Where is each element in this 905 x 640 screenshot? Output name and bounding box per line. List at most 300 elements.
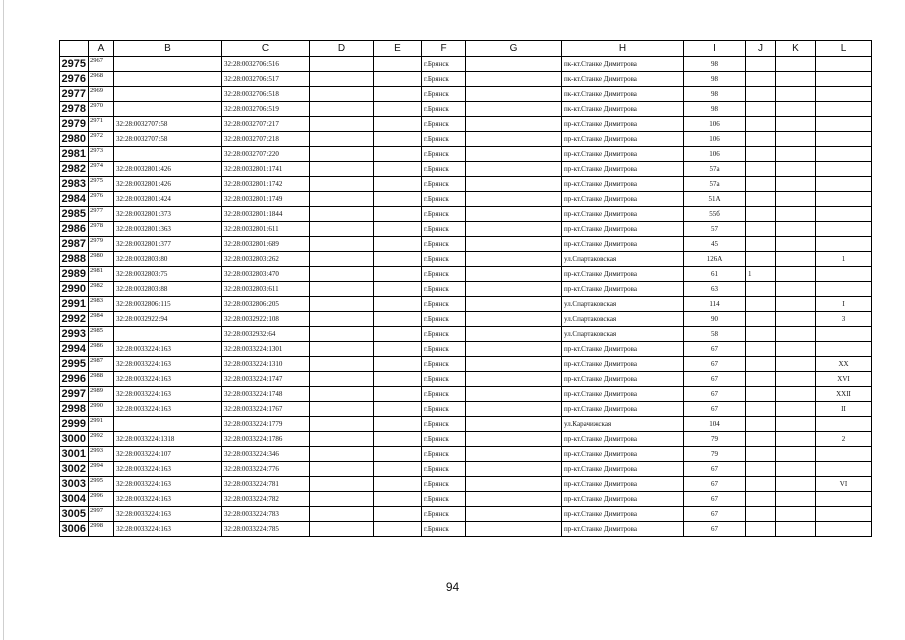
cell-h[interactable]: пр-кт.Станке Димитрова [562, 132, 684, 147]
cell-k[interactable] [776, 252, 816, 267]
cell-i[interactable]: 63 [684, 282, 746, 297]
cell-h[interactable]: пр-кт.Станке Димитрова [562, 222, 684, 237]
cell-e[interactable] [374, 492, 422, 507]
cell-b[interactable]: 32:28:0033224:163 [114, 402, 222, 417]
cell-d[interactable] [310, 267, 374, 282]
cell-c[interactable]: 32:28:0033224:1310 [222, 357, 310, 372]
cell-g[interactable] [466, 252, 562, 267]
cell-k[interactable] [776, 327, 816, 342]
row-number-cell[interactable]: 2997 [60, 387, 89, 402]
cell-c[interactable]: 32:28:0032706:516 [222, 57, 310, 72]
cell-d[interactable] [310, 432, 374, 447]
cell-a[interactable]: 2993 [89, 447, 114, 462]
cell-j[interactable] [746, 192, 776, 207]
cell-k[interactable] [776, 402, 816, 417]
cell-k[interactable] [776, 492, 816, 507]
cell-b[interactable]: 32:28:0033224:1318 [114, 432, 222, 447]
cell-k[interactable] [776, 312, 816, 327]
column-header-h[interactable]: H [562, 41, 684, 57]
row-number-cell[interactable]: 2983 [60, 177, 89, 192]
cell-h[interactable]: пр-кт.Станке Димитрова [562, 342, 684, 357]
cell-c[interactable]: 32:28:0032803:262 [222, 252, 310, 267]
cell-i[interactable]: 61 [684, 267, 746, 282]
cell-j[interactable] [746, 237, 776, 252]
cell-b[interactable]: 32:28:0033224:163 [114, 522, 222, 537]
cell-k[interactable] [776, 222, 816, 237]
cell-l[interactable] [816, 177, 872, 192]
cell-f[interactable]: г.Брянск [422, 162, 466, 177]
cell-i[interactable]: 67 [684, 387, 746, 402]
cell-c[interactable]: 32:28:0032801:611 [222, 222, 310, 237]
cell-h[interactable]: пр-кт.Станке Димитрова [562, 282, 684, 297]
cell-d[interactable] [310, 342, 374, 357]
cell-f[interactable]: г.Брянск [422, 342, 466, 357]
cell-f[interactable]: г.Брянск [422, 237, 466, 252]
cell-f[interactable]: г.Брянск [422, 132, 466, 147]
cell-f[interactable]: г.Брянск [422, 282, 466, 297]
column-header-f[interactable]: F [422, 41, 466, 57]
cell-e[interactable] [374, 402, 422, 417]
cell-i[interactable]: 67 [684, 342, 746, 357]
cell-d[interactable] [310, 522, 374, 537]
cell-g[interactable] [466, 507, 562, 522]
cell-j[interactable] [746, 162, 776, 177]
cell-d[interactable] [310, 477, 374, 492]
cell-g[interactable] [466, 102, 562, 117]
cell-b[interactable] [114, 57, 222, 72]
row-number-cell[interactable]: 2977 [60, 87, 89, 102]
cell-l[interactable] [816, 162, 872, 177]
cell-c[interactable]: 32:28:0032801:1749 [222, 192, 310, 207]
cell-l[interactable] [816, 117, 872, 132]
cell-b[interactable] [114, 72, 222, 87]
cell-a[interactable]: 2973 [89, 147, 114, 162]
cell-k[interactable] [776, 282, 816, 297]
cell-c[interactable]: 32:28:0032707:217 [222, 117, 310, 132]
cell-i[interactable]: 67 [684, 357, 746, 372]
cell-h[interactable]: пр-кт.Станке Димитрова [562, 477, 684, 492]
cell-k[interactable] [776, 387, 816, 402]
cell-c[interactable]: 32:28:0032801:1742 [222, 177, 310, 192]
row-number-cell[interactable]: 2979 [60, 117, 89, 132]
column-header-d[interactable]: D [310, 41, 374, 57]
cell-l[interactable] [816, 147, 872, 162]
cell-j[interactable] [746, 327, 776, 342]
cell-b[interactable]: 32:28:0032801:377 [114, 237, 222, 252]
cell-l[interactable]: 1 [816, 252, 872, 267]
cell-e[interactable] [374, 357, 422, 372]
cell-e[interactable] [374, 267, 422, 282]
cell-b[interactable]: 32:28:0032801:373 [114, 207, 222, 222]
cell-j[interactable] [746, 387, 776, 402]
cell-c[interactable]: 32:28:0033224:1779 [222, 417, 310, 432]
cell-a[interactable]: 2998 [89, 522, 114, 537]
cell-c[interactable]: 32:28:0033224:785 [222, 522, 310, 537]
cell-l[interactable] [816, 57, 872, 72]
cell-e[interactable] [374, 132, 422, 147]
cell-d[interactable] [310, 117, 374, 132]
cell-j[interactable] [746, 492, 776, 507]
cell-g[interactable] [466, 522, 562, 537]
cell-j[interactable] [746, 252, 776, 267]
cell-c[interactable]: 32:28:0033224:1748 [222, 387, 310, 402]
cell-e[interactable] [374, 507, 422, 522]
cell-i[interactable]: 106 [684, 132, 746, 147]
row-number-cell[interactable]: 2999 [60, 417, 89, 432]
cell-i[interactable]: 55б [684, 207, 746, 222]
cell-j[interactable] [746, 432, 776, 447]
cell-d[interactable] [310, 297, 374, 312]
cell-a[interactable]: 2980 [89, 252, 114, 267]
cell-a[interactable]: 2969 [89, 87, 114, 102]
cell-c[interactable]: 32:28:0032803:611 [222, 282, 310, 297]
cell-e[interactable] [374, 177, 422, 192]
cell-i[interactable]: 57а [684, 177, 746, 192]
cell-d[interactable] [310, 177, 374, 192]
cell-e[interactable] [374, 477, 422, 492]
cell-a[interactable]: 2976 [89, 192, 114, 207]
cell-h[interactable]: пр-кт.Станке Димитрова [562, 177, 684, 192]
row-number-cell[interactable]: 3001 [60, 447, 89, 462]
cell-b[interactable]: 32:28:0032707:58 [114, 132, 222, 147]
cell-k[interactable] [776, 102, 816, 117]
cell-j[interactable] [746, 147, 776, 162]
cell-g[interactable] [466, 417, 562, 432]
cell-a[interactable]: 2984 [89, 312, 114, 327]
column-header-b[interactable]: B [114, 41, 222, 57]
cell-k[interactable] [776, 297, 816, 312]
cell-d[interactable] [310, 492, 374, 507]
cell-i[interactable]: 98 [684, 57, 746, 72]
cell-j[interactable] [746, 357, 776, 372]
cell-e[interactable] [374, 312, 422, 327]
cell-k[interactable] [776, 432, 816, 447]
row-number-cell[interactable]: 3003 [60, 477, 89, 492]
row-number-cell[interactable]: 2995 [60, 357, 89, 372]
column-header-k[interactable]: K [776, 41, 816, 57]
cell-f[interactable]: г.Брянск [422, 252, 466, 267]
cell-j[interactable] [746, 87, 776, 102]
cell-e[interactable] [374, 207, 422, 222]
cell-i[interactable]: 98 [684, 72, 746, 87]
cell-c[interactable]: 32:28:0032706:518 [222, 87, 310, 102]
cell-a[interactable]: 2970 [89, 102, 114, 117]
cell-a[interactable]: 2986 [89, 342, 114, 357]
cell-e[interactable] [374, 432, 422, 447]
row-number-cell[interactable]: 2981 [60, 147, 89, 162]
cell-c[interactable]: 32:28:0033224:776 [222, 462, 310, 477]
cell-b[interactable]: 32:28:0032803:88 [114, 282, 222, 297]
row-number-cell[interactable]: 2987 [60, 237, 89, 252]
cell-g[interactable] [466, 342, 562, 357]
cell-k[interactable] [776, 477, 816, 492]
cell-h[interactable]: ул.Спартаковская [562, 252, 684, 267]
cell-j[interactable] [746, 282, 776, 297]
cell-g[interactable] [466, 117, 562, 132]
cell-j[interactable] [746, 372, 776, 387]
cell-l[interactable]: XXII [816, 387, 872, 402]
cell-h[interactable]: пр-кт.Станке Димитрова [562, 492, 684, 507]
cell-l[interactable] [816, 192, 872, 207]
cell-i[interactable]: 126А [684, 252, 746, 267]
cell-d[interactable] [310, 402, 374, 417]
cell-h[interactable]: пк-кт.Станке Димитрова [562, 87, 684, 102]
cell-i[interactable]: 79 [684, 432, 746, 447]
cell-k[interactable] [776, 147, 816, 162]
cell-d[interactable] [310, 207, 374, 222]
cell-e[interactable] [374, 297, 422, 312]
cell-k[interactable] [776, 117, 816, 132]
cell-a[interactable]: 2967 [89, 57, 114, 72]
cell-h[interactable]: пр-кт.Станке Димитрова [562, 402, 684, 417]
cell-a[interactable]: 2987 [89, 357, 114, 372]
cell-j[interactable] [746, 132, 776, 147]
cell-b[interactable]: 32:28:0032801:426 [114, 177, 222, 192]
row-number-cell[interactable]: 3005 [60, 507, 89, 522]
cell-g[interactable] [466, 297, 562, 312]
cell-a[interactable]: 2979 [89, 237, 114, 252]
cell-d[interactable] [310, 507, 374, 522]
cell-g[interactable] [466, 192, 562, 207]
cell-g[interactable] [466, 312, 562, 327]
cell-h[interactable]: ул.Карачижская [562, 417, 684, 432]
cell-e[interactable] [374, 342, 422, 357]
cell-a[interactable]: 2978 [89, 222, 114, 237]
cell-b[interactable] [114, 327, 222, 342]
cell-b[interactable]: 32:28:0032801:424 [114, 192, 222, 207]
cell-j[interactable] [746, 222, 776, 237]
cell-f[interactable]: г.Брянск [422, 297, 466, 312]
cell-k[interactable] [776, 132, 816, 147]
cell-c[interactable]: 32:28:0032706:517 [222, 72, 310, 87]
cell-c[interactable]: 32:28:0033224:1767 [222, 402, 310, 417]
cell-l[interactable] [816, 327, 872, 342]
cell-f[interactable]: г.Брянск [422, 327, 466, 342]
cell-e[interactable] [374, 147, 422, 162]
cell-c[interactable]: 32:28:0032707:218 [222, 132, 310, 147]
row-number-cell[interactable]: 2975 [60, 57, 89, 72]
cell-h[interactable]: пр-кт.Станке Димитрова [562, 522, 684, 537]
cell-l[interactable] [816, 492, 872, 507]
cell-a[interactable]: 2977 [89, 207, 114, 222]
row-number-cell[interactable]: 3004 [60, 492, 89, 507]
row-number-cell[interactable]: 2998 [60, 402, 89, 417]
cell-c[interactable]: 32:28:0033224:1786 [222, 432, 310, 447]
cell-g[interactable] [466, 72, 562, 87]
row-number-cell[interactable]: 2992 [60, 312, 89, 327]
cell-l[interactable]: 3 [816, 312, 872, 327]
cell-g[interactable] [466, 492, 562, 507]
cell-g[interactable] [466, 387, 562, 402]
cell-f[interactable]: г.Брянск [422, 72, 466, 87]
cell-c[interactable]: 32:28:0032707:220 [222, 147, 310, 162]
cell-b[interactable]: 32:28:0033224:163 [114, 387, 222, 402]
cell-c[interactable]: 32:28:0032922:108 [222, 312, 310, 327]
cell-h[interactable]: пр-кт.Станке Димитрова [562, 207, 684, 222]
cell-i[interactable]: 67 [684, 462, 746, 477]
cell-h[interactable]: пр-кт.Станке Димитрова [562, 387, 684, 402]
cell-k[interactable] [776, 267, 816, 282]
cell-i[interactable]: 67 [684, 492, 746, 507]
cell-i[interactable]: 67 [684, 522, 746, 537]
cell-k[interactable] [776, 522, 816, 537]
cell-d[interactable] [310, 312, 374, 327]
cell-e[interactable] [374, 72, 422, 87]
cell-g[interactable] [466, 57, 562, 72]
cell-f[interactable]: г.Брянск [422, 372, 466, 387]
cell-j[interactable] [746, 297, 776, 312]
cell-c[interactable]: 32:28:0033224:1301 [222, 342, 310, 357]
cell-i[interactable]: 114 [684, 297, 746, 312]
cell-l[interactable]: I [816, 297, 872, 312]
cell-g[interactable] [466, 447, 562, 462]
cell-e[interactable] [374, 237, 422, 252]
cell-j[interactable] [746, 117, 776, 132]
cell-g[interactable] [466, 402, 562, 417]
cell-b[interactable] [114, 147, 222, 162]
cell-i[interactable]: 106 [684, 147, 746, 162]
cell-b[interactable]: 32:28:0032922:94 [114, 312, 222, 327]
cell-b[interactable] [114, 417, 222, 432]
cell-a[interactable]: 2994 [89, 462, 114, 477]
cell-f[interactable]: г.Брянск [422, 462, 466, 477]
cell-a[interactable]: 2991 [89, 417, 114, 432]
cell-g[interactable] [466, 432, 562, 447]
cell-d[interactable] [310, 462, 374, 477]
cell-g[interactable] [466, 282, 562, 297]
cell-d[interactable] [310, 132, 374, 147]
cell-f[interactable]: г.Брянск [422, 207, 466, 222]
row-number-cell[interactable]: 3000 [60, 432, 89, 447]
cell-i[interactable]: 67 [684, 477, 746, 492]
cell-a[interactable]: 2990 [89, 402, 114, 417]
row-number-cell[interactable]: 2976 [60, 72, 89, 87]
cell-b[interactable]: 32:28:0032801:363 [114, 222, 222, 237]
cell-e[interactable] [374, 447, 422, 462]
cell-e[interactable] [374, 117, 422, 132]
row-number-cell[interactable]: 2982 [60, 162, 89, 177]
cell-d[interactable] [310, 102, 374, 117]
cell-h[interactable]: пр-кт.Станке Димитрова [562, 192, 684, 207]
cell-f[interactable]: г.Брянск [422, 492, 466, 507]
cell-h[interactable]: пк-кт.Станке Димитрова [562, 102, 684, 117]
cell-b[interactable]: 32:28:0033224:163 [114, 477, 222, 492]
cell-h[interactable]: пк-кт.Станке Димитрова [562, 57, 684, 72]
cell-e[interactable] [374, 327, 422, 342]
cell-d[interactable] [310, 252, 374, 267]
cell-g[interactable] [466, 132, 562, 147]
row-number-cell[interactable]: 2994 [60, 342, 89, 357]
cell-k[interactable] [776, 87, 816, 102]
cell-b[interactable]: 32:28:0032803:80 [114, 252, 222, 267]
cell-d[interactable] [310, 447, 374, 462]
cell-g[interactable] [466, 177, 562, 192]
cell-e[interactable] [374, 372, 422, 387]
cell-c[interactable]: 32:28:0033224:781 [222, 477, 310, 492]
cell-f[interactable]: г.Брянск [422, 267, 466, 282]
cell-d[interactable] [310, 87, 374, 102]
cell-a[interactable]: 2988 [89, 372, 114, 387]
cell-i[interactable]: 67 [684, 402, 746, 417]
column-header-i[interactable]: I [684, 41, 746, 57]
cell-h[interactable]: пр-кт.Станке Димитрова [562, 147, 684, 162]
cell-b[interactable]: 32:28:0033224:163 [114, 372, 222, 387]
cell-e[interactable] [374, 252, 422, 267]
cell-d[interactable] [310, 282, 374, 297]
cell-l[interactable] [816, 447, 872, 462]
cell-k[interactable] [776, 177, 816, 192]
cell-k[interactable] [776, 207, 816, 222]
cell-h[interactable]: пр-кт.Станке Димитрова [562, 117, 684, 132]
cell-c[interactable]: 32:28:0033224:782 [222, 492, 310, 507]
cell-k[interactable] [776, 417, 816, 432]
cell-j[interactable] [746, 207, 776, 222]
cell-l[interactable] [816, 507, 872, 522]
cell-i[interactable]: 45 [684, 237, 746, 252]
cell-e[interactable] [374, 57, 422, 72]
cell-f[interactable]: г.Брянск [422, 312, 466, 327]
cell-i[interactable]: 51А [684, 192, 746, 207]
cell-i[interactable]: 57 [684, 222, 746, 237]
cell-l[interactable] [816, 237, 872, 252]
cell-l[interactable] [816, 462, 872, 477]
cell-g[interactable] [466, 267, 562, 282]
row-number-cell[interactable]: 2993 [60, 327, 89, 342]
column-header-l[interactable]: L [816, 41, 872, 57]
cell-l[interactable]: VI [816, 477, 872, 492]
cell-a[interactable]: 2968 [89, 72, 114, 87]
cell-f[interactable]: г.Брянск [422, 507, 466, 522]
cell-j[interactable] [746, 312, 776, 327]
row-number-cell[interactable]: 2980 [60, 132, 89, 147]
cell-d[interactable] [310, 387, 374, 402]
cell-h[interactable]: пр-кт.Станке Димитрова [562, 507, 684, 522]
row-number-cell[interactable]: 2986 [60, 222, 89, 237]
cell-i[interactable]: 67 [684, 372, 746, 387]
cell-d[interactable] [310, 222, 374, 237]
cell-i[interactable]: 98 [684, 87, 746, 102]
cell-l[interactable] [816, 522, 872, 537]
cell-l[interactable] [816, 267, 872, 282]
cell-h[interactable]: ул.Спартаковская [562, 327, 684, 342]
cell-b[interactable]: 32:28:0033224:163 [114, 357, 222, 372]
cell-c[interactable]: 32:28:0032806:205 [222, 297, 310, 312]
cell-e[interactable] [374, 522, 422, 537]
cell-k[interactable] [776, 192, 816, 207]
cell-l[interactable] [816, 342, 872, 357]
corner-cell[interactable] [60, 41, 89, 57]
column-header-c[interactable]: C [222, 41, 310, 57]
cell-h[interactable]: пр-кт.Станке Димитрова [562, 447, 684, 462]
cell-f[interactable]: г.Брянск [422, 222, 466, 237]
cell-e[interactable] [374, 387, 422, 402]
cell-a[interactable]: 2971 [89, 117, 114, 132]
cell-c[interactable]: 32:28:0033224:346 [222, 447, 310, 462]
cell-h[interactable]: пр-кт.Станке Димитрова [562, 432, 684, 447]
cell-g[interactable] [466, 237, 562, 252]
cell-f[interactable]: г.Брянск [422, 477, 466, 492]
row-number-cell[interactable]: 3002 [60, 462, 89, 477]
cell-l[interactable] [816, 282, 872, 297]
cell-k[interactable] [776, 447, 816, 462]
cell-c[interactable]: 32:28:0032803:470 [222, 267, 310, 282]
cell-b[interactable] [114, 102, 222, 117]
cell-d[interactable] [310, 372, 374, 387]
cell-i[interactable]: 106 [684, 117, 746, 132]
cell-j[interactable] [746, 402, 776, 417]
cell-i[interactable]: 104 [684, 417, 746, 432]
row-number-cell[interactable]: 2988 [60, 252, 89, 267]
